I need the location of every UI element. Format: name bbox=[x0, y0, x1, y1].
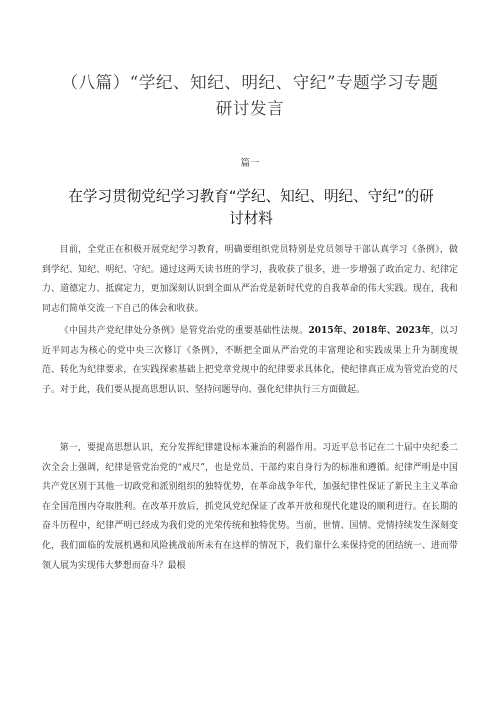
document-title: （八篇）“学纪、知纪、明纪、守纪”专题学习专题研讨发言 bbox=[61, 73, 439, 118]
paragraph-1: 目前，全党正在积极开展党纪学习教育，明确要组织党员特别是党员领导干部认真学习《条例》，做到学纪、知纪、明纪、守纪。通过这两天读书班的学习，我收获了很多，进一步增强了政治定力、纪律定力、道德定力、抵腐定力，更加深刻认识到全面从严治党是新时代党的自我革命的伟大实践。现在，我和同志们简单交流一下自己的体会和收获。 bbox=[42, 245, 458, 314]
paragraph-2-lead: 《中国共产党纪律处分条例》是管党治党的重要基础性法规。 bbox=[59, 326, 309, 336]
paragraph-2 bbox=[42, 322, 458, 400]
paragraph-3: 第一，要提高思想认识，充分发挥纪律建设标本兼治的利器作用。习近平总书记在二十届中央纪委二次全会上强调，纪律是管党治党的“戒尺”，也是党员、干部约束自身行为的标准和遵循。纪律严明是中国共产党区别于其他一切政党和派别组织的独特优势，在革命战争年代，加强纪律性保证了新民主主义革命在全国范围内夺取胜利。在改革开放后，抓党风党纪保证了改革开放和现代化建设的顺利进行。在长期的奋斗历程中，纪律严明已经成为我们党的光荣传统和独特优势。当前，世情、国情、党情持续发生深刻变化，我们面临的发展机遇和风险挑战前所未有在这样的情况下，我们靠什么来保持党的团结统一、进而带领人展为实现伟大梦想而奋斗？最根 bbox=[42, 443, 458, 571]
paragraph-2-rest: ，以习近平同志为核心的党中央三次修订《条例》，不断把全面从严治党的丰富理论和实践成果上升为制度规范、转化为纪律要求，在实践探索基础上把党章党规中的纪律要求具体化，使纪律真正成为管党治党的尺子。对于此，我们要从提高思想认识、坚持问题导向、强化纪律执行三方面做起。 bbox=[42, 326, 458, 395]
section-number: 篇一 bbox=[240, 158, 260, 169]
article-title: 在学习贯彻党纪学习教育“学纪、知纪、明纪、守纪”的研讨材料 bbox=[68, 188, 434, 227]
paragraph-2-bold-years: 2015年、2018年、2023年 bbox=[308, 326, 431, 336]
